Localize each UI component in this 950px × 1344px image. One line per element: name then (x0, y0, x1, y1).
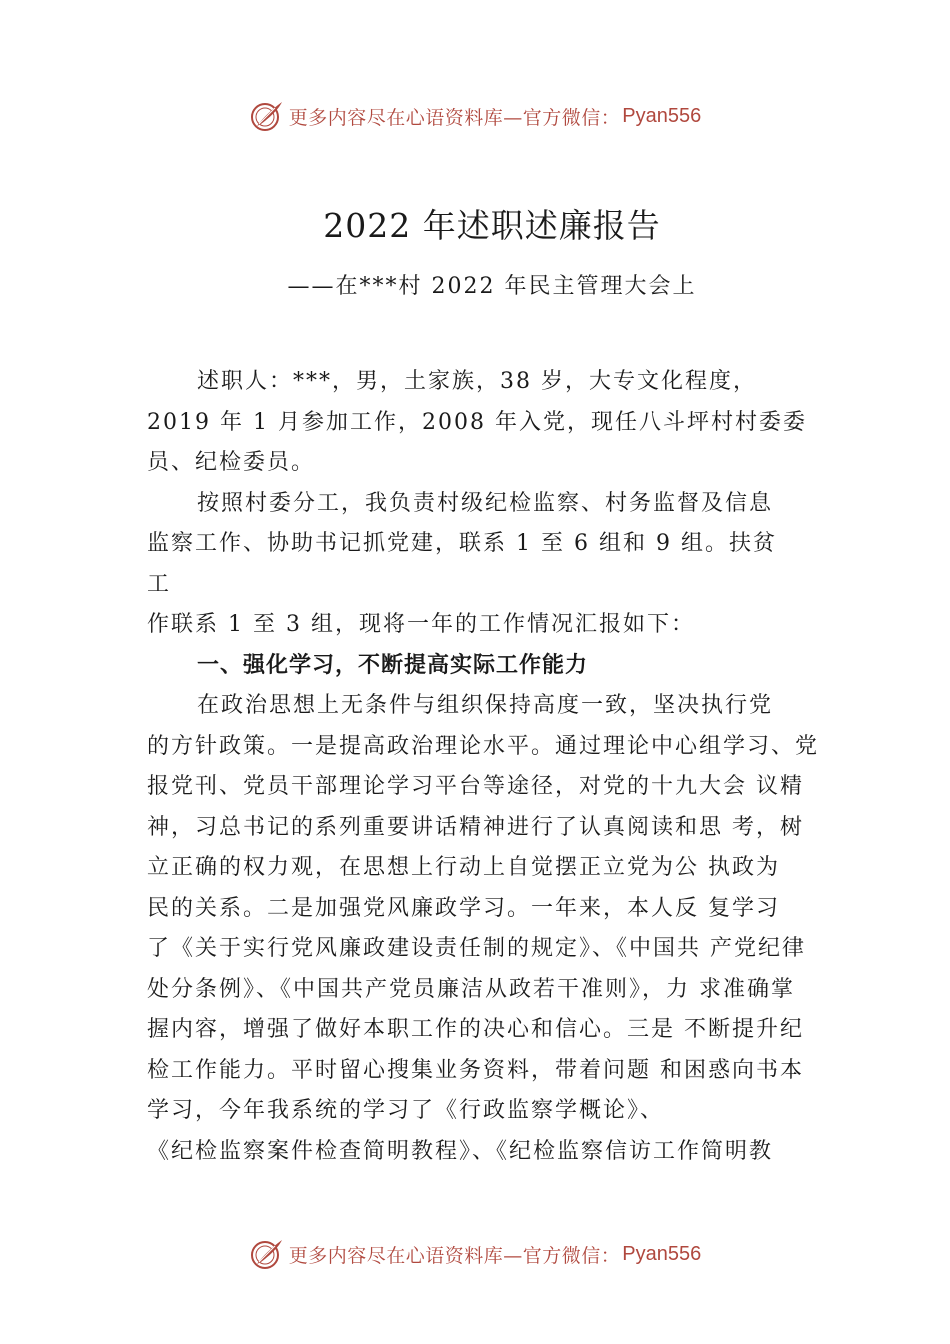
paragraph-section1 (147, 686, 837, 1172)
text-line: 员、纪检委员。 (147, 450, 316, 475)
wechat-id: Pyan556 (622, 1242, 702, 1265)
pen-feather-logo-icon (249, 98, 285, 134)
text-line: 学习，今年我系统的学习了《行政监察学概论》、 (147, 1098, 665, 1123)
section-heading: 一、强化学习，不断提高实际工作能力 (197, 652, 589, 678)
text-line: 2019 年 1 月参加工作，2008 年入党，现任八斗坪村村委委 (147, 409, 807, 435)
document-body (147, 362, 837, 1172)
paragraph-intro (147, 362, 837, 484)
text-line: 工 (147, 571, 172, 597)
banner-text: 更多内容尽在心语资料库—官方微信： (288, 106, 621, 129)
banner-text: 更多内容尽在心语资料库—官方微信： (288, 1244, 621, 1267)
text-line: 述职人：***，男，土家族，38 岁，大专文化程度， (197, 369, 757, 394)
text-line: 《纪检监察案件检查简明教程》、《纪检监察信访工作简明教 (147, 1138, 774, 1164)
wechat-id: Pyan556 (622, 104, 702, 127)
text-line: 作联系 1 至 3 组，现将一年的工作情况汇报如下： (147, 612, 695, 637)
text-line: 处分条例》、《中国共产党员廉洁从政若干准则》，力 求准确掌 (147, 976, 795, 1002)
pen-feather-logo-icon (249, 1236, 285, 1272)
header-banner (0, 96, 950, 136)
text-line: 的方针政策。一是提高政治理论水平。通过理论中心组学习、党 (147, 733, 820, 759)
document-subtitle: ——在***村 2022 年民主管理大会上 (287, 274, 697, 299)
text-line: 了《关于实行党风廉政建设责任制的规定》、《中国共 产党纪律 (147, 936, 806, 961)
text-line: 按照村委分工，我负责村级纪检监察、村务监督及信息 (197, 490, 774, 516)
text-line: 在政治思想上无条件与组织保持高度一致，坚决执行党 (197, 693, 774, 718)
text-line: 神，习总书记的系列重要讲话精神进行了认真阅读和思 考，树 (147, 814, 804, 840)
text-line: 握内容，增强了做好本职工作的决心和信心。三是 不断提升纪 (147, 1017, 804, 1042)
text-line: 民的关系。二是加强党风廉政学习。一年来，本人反 复学习 (147, 895, 780, 921)
document (147, 200, 837, 1172)
footer-banner (0, 1234, 950, 1274)
text-line: 检工作能力。平时留心搜集业务资料，带着问题 和困惑向书本 (147, 1057, 804, 1083)
paragraph-duties (147, 484, 837, 646)
document-title: 2022 年述职述廉报告 (323, 206, 661, 245)
text-line: 监察工作、协助书记抓党建，联系 1 至 6 组和 9 组。扶贫 (147, 531, 777, 556)
text-line: 立正确的权力观，在思想上行动上自觉摆正立党为公 执政为 (147, 855, 780, 880)
text-line: 报党刊、党员干部理论学习平台等途径，对党的十九大会 议精 (147, 774, 804, 799)
